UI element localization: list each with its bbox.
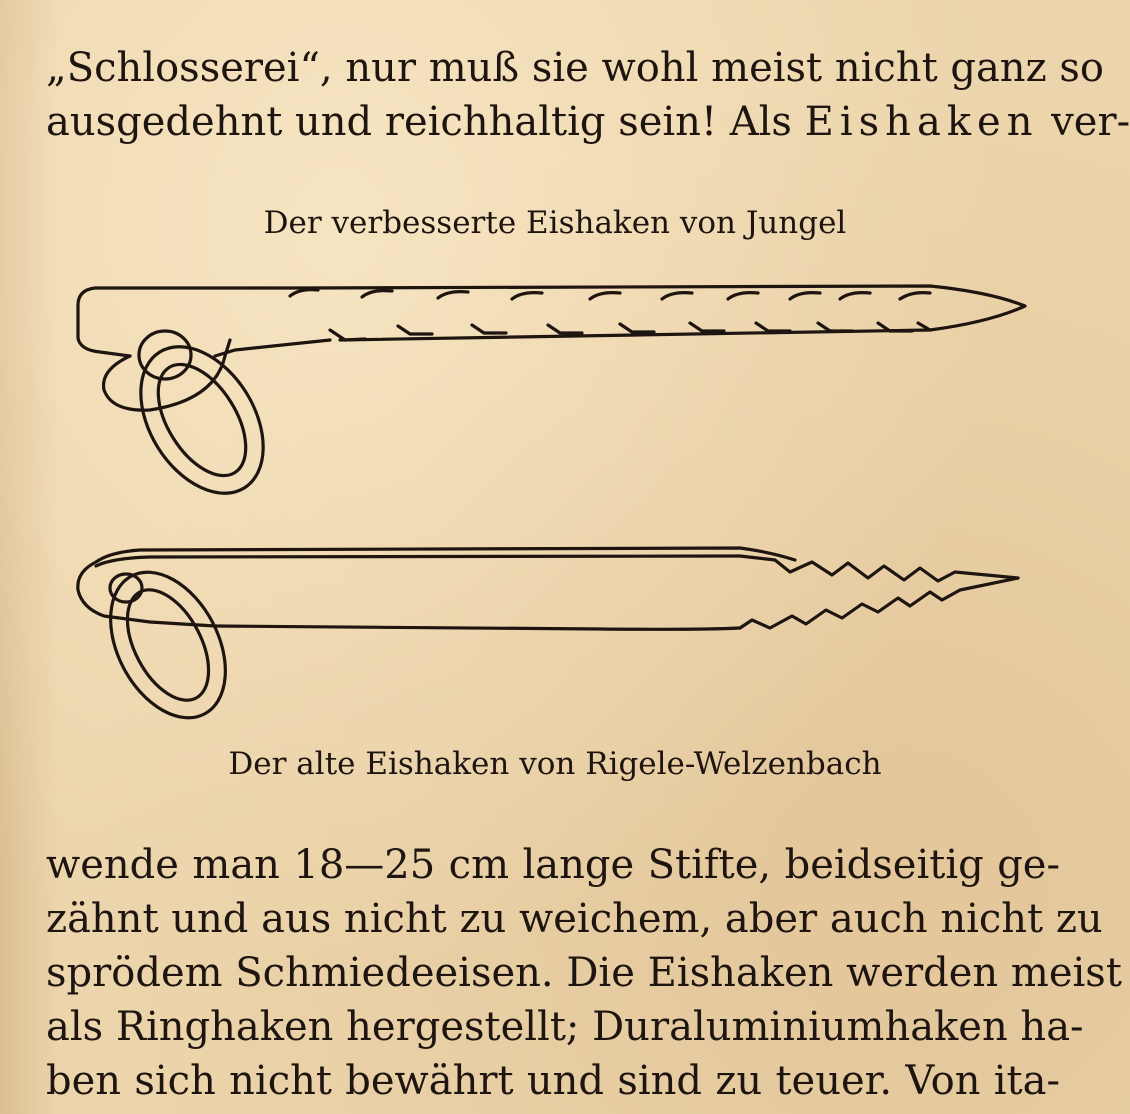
rigele-welzenbach-ice-piton — [78, 548, 1018, 737]
jungel-eye-boss — [104, 340, 230, 410]
text-line-6: als Ringhaken hergestellt; Duraluminiumhaken ha- — [46, 1004, 1084, 1050]
jungel-ring-outer — [116, 325, 289, 516]
caption-top: Der verbesserte Eishaken von Jungel — [263, 205, 847, 241]
rw-shaft-top — [96, 548, 795, 566]
text-line-4: zähnt und aus nicht zu weichem, aber auch nicht zu — [46, 896, 1103, 942]
text-line-2-start: ausgedehnt und reichhaltig sein! Als — [46, 99, 805, 145]
rw-teeth-top — [740, 556, 1018, 581]
rw-shaft-bottom — [215, 626, 740, 629]
text-line-3: wende man 18—25 cm lange Stifte, beidseitig ge- — [46, 842, 1060, 888]
jungel-ice-piton — [78, 286, 1025, 515]
jungel-shaft-outline — [78, 286, 1025, 356]
text-line-2-end: ver- — [1038, 99, 1130, 145]
rw-teeth-bottom — [740, 578, 1018, 628]
spaced-word-eishaken: Eishaken — [804, 99, 1039, 145]
text-line-1: „Schlosserei“, nur muß sie wohl meist nicht ganz so — [46, 45, 1104, 91]
jungel-ring-inner — [140, 349, 263, 490]
jungel-teeth-top — [290, 290, 930, 299]
caption-bottom: Der alte Eishaken von Rigele-Welzenbach — [228, 746, 882, 782]
text-line-5: sprödem Schmiedeeisen. Die Eishaken werden meist — [46, 950, 1122, 996]
text-line-7: ben sich nicht bewährt und sind zu teuer. Von ita- — [46, 1058, 1060, 1104]
rw-ring-inner — [111, 577, 226, 714]
